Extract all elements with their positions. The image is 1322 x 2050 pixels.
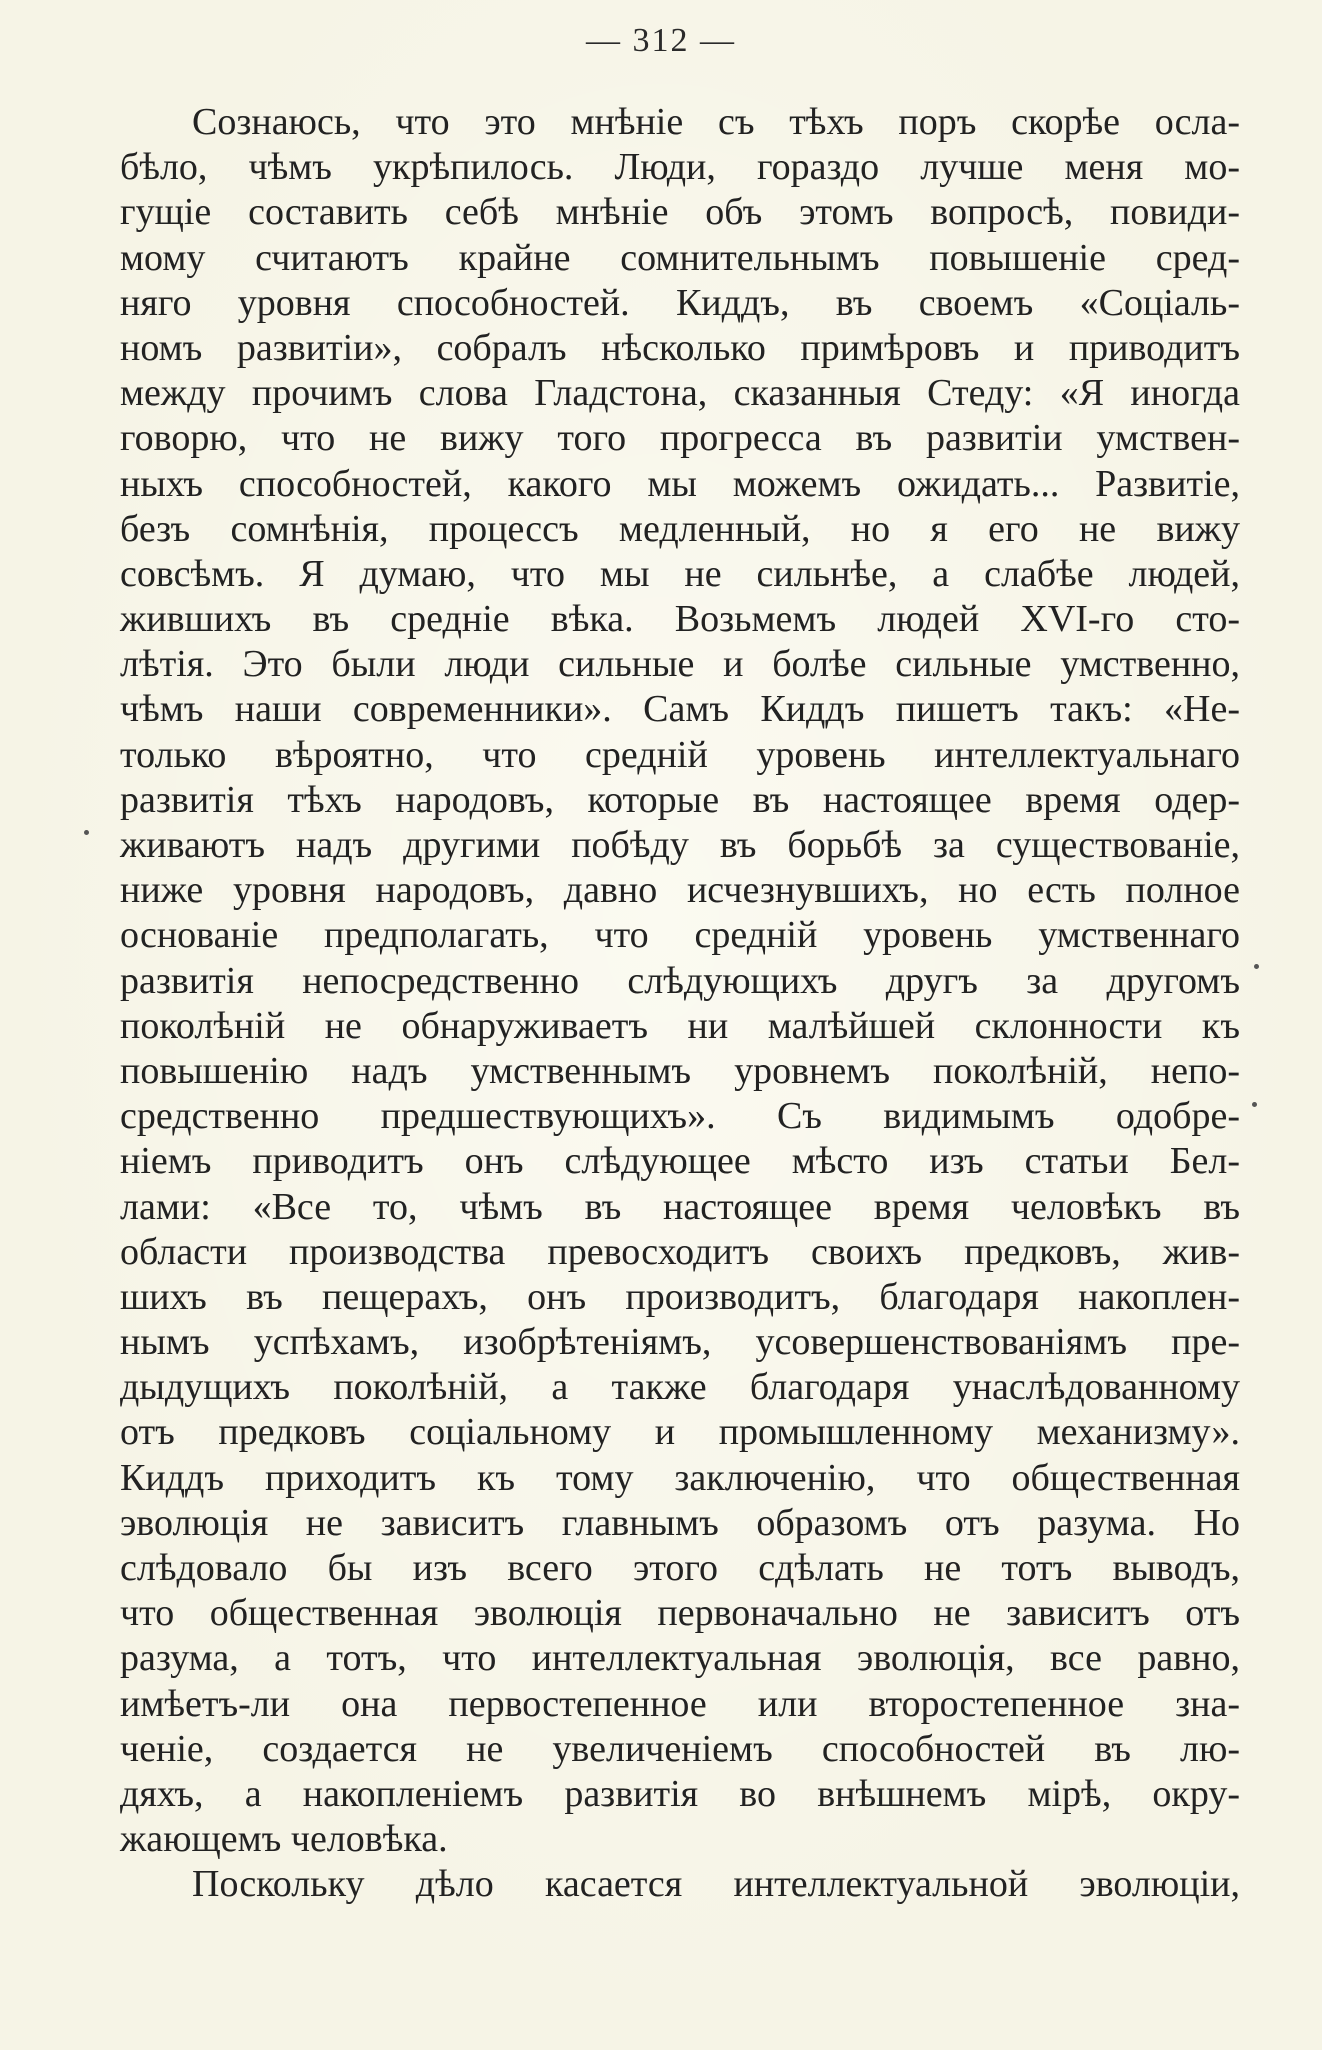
- text-line: отъ предковъ соціальному и промышленному механизму».: [120, 1411, 1240, 1454]
- text-line: лами: «Все то, чѣмъ въ настоящее время человѣкъ въ: [120, 1185, 1240, 1228]
- text-line: мому считаютъ крайне сомнительнымъ повышеніе сред-: [120, 236, 1240, 279]
- text-line: жившихъ въ средніе вѣка. Возьмемъ людей XVI-го сто-: [120, 598, 1240, 641]
- text-line: говорю, что не вижу того прогресса въ развитіи умствен-: [120, 417, 1240, 460]
- text-line: ниже уровня народовъ, давно исчезнувшихъ, но есть полное: [120, 869, 1240, 912]
- text-line: только вѣроятно, что средній уровень интеллектуальнаго: [120, 733, 1240, 776]
- text-line: ныхъ способностей, какого мы можемъ ожидать... Развитіе,: [120, 462, 1240, 505]
- text-line: разума, а тотъ, что интеллектуальная эволюція, все равно,: [120, 1637, 1240, 1680]
- text-line: совсѣмъ. Я думаю, что мы не сильнѣе, а слабѣе людей,: [120, 552, 1240, 595]
- text-line: шихъ въ пещерахъ, онъ производитъ, благодаря накоплен-: [120, 1275, 1240, 1318]
- text-line: поколѣній не обнаруживаетъ ни малѣйшей склонности къ: [120, 1004, 1240, 1047]
- text-line: ченіе, создается не увеличеніемъ способностей въ лю-: [120, 1727, 1240, 1770]
- text-line: развитія непосредственно слѣдующихъ другъ за другомъ: [120, 959, 1240, 1002]
- text-line: Сознаюсь, что это мнѣніе съ тѣхъ поръ скорѣе осла-: [192, 101, 1240, 143]
- text-line: эволюція не зависитъ главнымъ образомъ отъ разума. Но: [120, 1501, 1240, 1544]
- text-line: что общественная эволюція первоначально не зависитъ отъ: [120, 1592, 1240, 1635]
- text-line: лѣтія. Это были люди сильные и болѣе сильные умственно,: [120, 643, 1240, 686]
- text-line: имѣетъ-ли она первостепенное или второстепенное зна-: [120, 1682, 1240, 1725]
- speck-mark: [84, 830, 89, 835]
- text-line: дяхъ, а накопленіемъ развитія во внѣшнемъ мірѣ, окру-: [120, 1772, 1240, 1815]
- text-line: бѣло, чѣмъ укрѣпилось. Люди, гораздо лучше меня мо-: [120, 146, 1240, 189]
- text-line: гущіе составить себѣ мнѣніе объ этомъ вопросѣ, повиди-: [120, 191, 1240, 234]
- text-line: Киддъ приходитъ къ тому заключенію, что общественная: [120, 1456, 1240, 1499]
- text-line: нымъ успѣхамъ, изобрѣтеніямъ, усовершенствованіямъ пре-: [120, 1321, 1240, 1364]
- body-text: [120, 100, 1240, 1908]
- text-line: номъ развитіи», собралъ нѣсколько примѣровъ и приводитъ: [120, 326, 1240, 369]
- text-line: живаютъ надъ другими побѣду въ борьбѣ за существованіе,: [120, 824, 1240, 866]
- text-line: области производства превосходитъ своихъ предковъ, жив-: [120, 1230, 1240, 1273]
- speck-mark: [1254, 964, 1259, 969]
- text-line: повышенію надъ умственнымъ уровнемъ поколѣній, непо-: [120, 1049, 1240, 1092]
- text-line: Поскольку дѣло касается интеллектуальной эволюціи,: [192, 1863, 1240, 1906]
- speck-mark: [1252, 1102, 1257, 1107]
- text-line: между прочимъ слова Гладстона, сказанныя Стеду: «Я иногда: [120, 372, 1240, 415]
- text-line: развитія тѣхъ народовъ, которые въ настоящее время одер-: [120, 778, 1240, 821]
- text-line: основаніе предполагать, что средній уровень умственнаго: [120, 914, 1240, 957]
- text-line: дыдущихъ поколѣній, а также благодаря унаслѣдованному: [120, 1366, 1240, 1409]
- text-line: няго уровня способностей. Киддъ, въ своемъ «Соціаль-: [120, 281, 1240, 324]
- page-number: — 312 —: [586, 22, 736, 59]
- text-line: слѣдовало бы изъ всего этого сдѣлать не тотъ выводъ,: [120, 1547, 1240, 1589]
- text-line: жающемъ человѣка.: [120, 1818, 448, 1861]
- text-line: безъ сомнѣнія, процессъ медленный, но я его не вижу: [120, 507, 1240, 550]
- text-line: ніемъ приводитъ онъ слѣдующее мѣсто изъ статьи Бел-: [120, 1140, 1240, 1183]
- text-line: чѣмъ наши современники». Самъ Киддъ пишетъ такъ: «Не-: [120, 688, 1240, 731]
- text-line: средственно предшествующихъ». Съ видимымъ одобре-: [120, 1095, 1240, 1138]
